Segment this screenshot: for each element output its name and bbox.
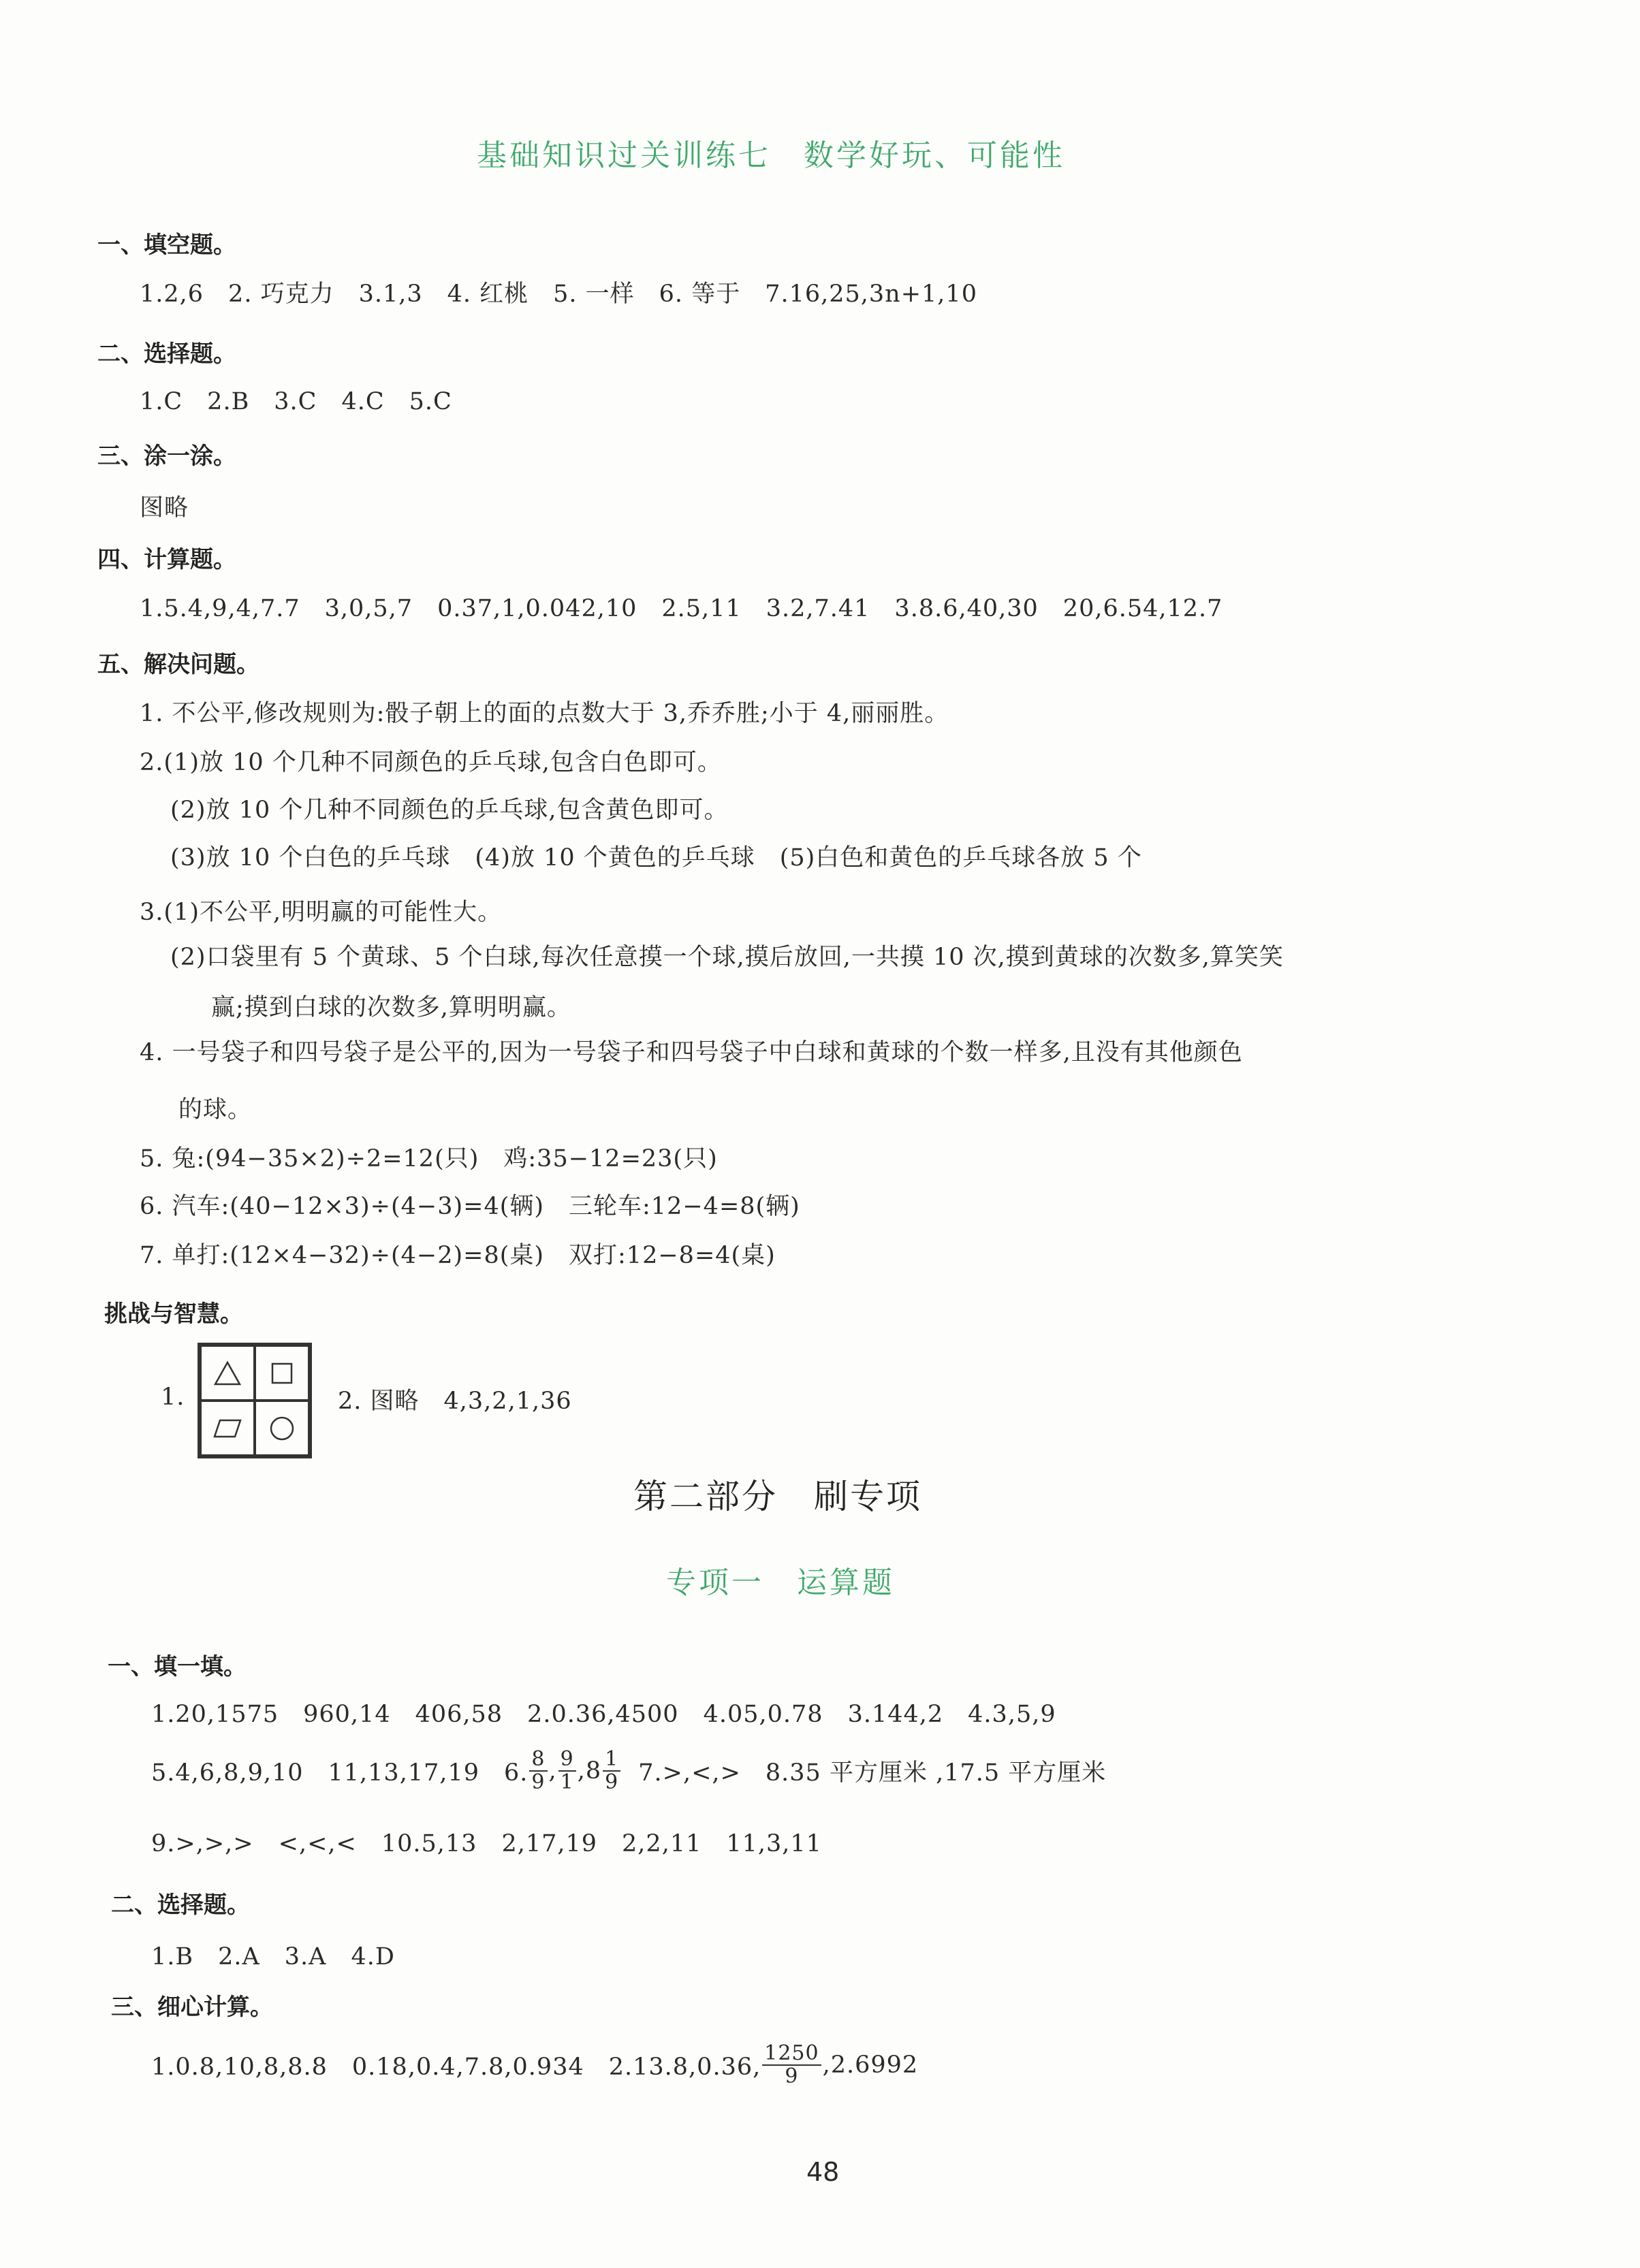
answer-text: 7.>,<,> 8.35 平方厘米 ,17.5 平方厘米	[638, 1759, 1107, 1787]
answer-line: 9.>,>,> <,<,< 10.5,13 2,17,19 2,2,11 11,3,11	[151, 1830, 822, 1857]
heading-calculation: 四、计算题。	[97, 546, 236, 573]
topic-subtitle: 专项一 运算题	[666, 1565, 895, 1600]
heading-choice-2: 二、选择题。	[111, 1891, 250, 1919]
fraction: $\frac{1250}{9}$	[762, 2043, 821, 2087]
heading-choice: 二、选择题。	[97, 340, 236, 368]
comma: ,	[548, 1757, 557, 1785]
page-number: 48	[806, 2157, 840, 2187]
heading-fill-blank: 一、填空题。	[97, 231, 236, 259]
answer-line-fraction	[151, 2043, 918, 2087]
square-icon	[255, 1345, 309, 1401]
answer-line: 1.5.4,9,4,7.7 3,0,5,7 0.37,1,0.042,10 2.5,11 3.2,7.41 3.8.6,40,30 20,6.54,12.7	[140, 595, 1223, 622]
answer-line: 6. 汽车:(40−12×3)÷(4−3)=4(辆) 三轮车:12−4=8(辆)	[140, 1193, 800, 1220]
heading-coloring: 三、涂一涂。	[97, 443, 236, 470]
heading-challenge: 挑战与智慧。	[104, 1300, 243, 1328]
answer-line: 7. 单打:(12×4−32)÷(4−2)=8(桌) 双打:12−8=4(桌)	[140, 1242, 776, 1269]
answer-line: 赢;摸到白球的次数多,算明明赢。	[211, 994, 571, 1021]
triangle-icon	[200, 1345, 255, 1401]
fraction: $\frac{9}{1}$	[558, 1748, 576, 1793]
answer-line: (2)口袋里有 5 个黄球、5 个白球,每次任意摸一个球,摸后放回,一共摸 10 次,摸到黄球的次数多,算笑笑	[170, 944, 1284, 971]
fraction: $\frac{1}{9}$	[603, 1748, 620, 1793]
heading-problem-solving: 五、解决问题。	[97, 651, 259, 678]
answer-line: 1.2,6 2. 巧克力 3.1,3 4. 红桃 5. 一样 6. 等于 7.16,25,3n+1,10	[140, 281, 977, 308]
circle-icon	[255, 1401, 309, 1456]
part-title: 第二部分 刷专项	[633, 1477, 922, 1516]
answer-line: (2)放 10 个几种不同颜色的乒乓球,包含黄色即可。	[170, 797, 729, 824]
heading-careful-calc: 三、细心计算。	[111, 1994, 273, 2021]
answer-line: (3)放 10 个白色的乒乓球 (4)放 10 个黄色的乒乓球 (5)白色和黄色的乒乓球各放 5 个	[170, 844, 1142, 872]
mixed-whole: 8	[585, 1757, 602, 1785]
answer-line: 3.(1)不公平,明明赢的可能性大。	[140, 899, 503, 926]
fraction: $\frac{8}{9}$	[529, 1748, 547, 1793]
answer-line: 2.(1)放 10 个几种不同颜色的乒乓球,包含白色即可。	[140, 749, 722, 776]
shape-grid	[198, 1343, 312, 1458]
challenge-rest: 2. 图略 4,3,2,1,36	[338, 1388, 572, 1415]
answer-line: 1.C 2.B 3.C 4.C 5.C	[140, 388, 452, 415]
answer-line: 5. 兔:(94−35×2)÷2=12(只) 鸡:35−12=23(只)	[140, 1145, 718, 1172]
answer-line: 4. 一号袋子和四号袋子是公平的,因为一号袋子和四号袋子中白球和黄球的个数一样多,且没有其他颜色	[140, 1039, 1243, 1066]
parallelogram-icon	[200, 1401, 255, 1456]
comma: ,	[577, 1757, 586, 1785]
answer-line: 图略	[140, 494, 189, 522]
answer-text: 1.0.8,10,8,8.8 0.18,0.4,7.8,0.934 2.13.8,0.36,	[151, 2053, 761, 2081]
answer-line: 1. 不公平,修改规则为:骰子朝上的面的点数大于 3,乔乔胜;小于 4,丽丽胜。	[140, 700, 949, 727]
answer-line: 1.B 2.A 3.A 4.D	[151, 1943, 395, 1970]
section-title: 基础知识过关训练七 数学好玩、可能性	[477, 138, 1065, 173]
challenge-num-1: 1.	[161, 1384, 185, 1411]
answer-line-fractions	[151, 1748, 1106, 1793]
answer-text: 5.4,6,8,9,10 11,13,17,19 6.	[151, 1759, 529, 1787]
answer-line: 1.20,1575 960,14 406,58 2.0.36,4500 4.05,0.78 3.144,2 4.3,5,9	[151, 1701, 1056, 1728]
answer-line: 的球。	[178, 1096, 253, 1123]
answer-text: ,2.6992	[822, 2051, 919, 2079]
heading-fill-in: 一、填一填。	[108, 1653, 247, 1680]
